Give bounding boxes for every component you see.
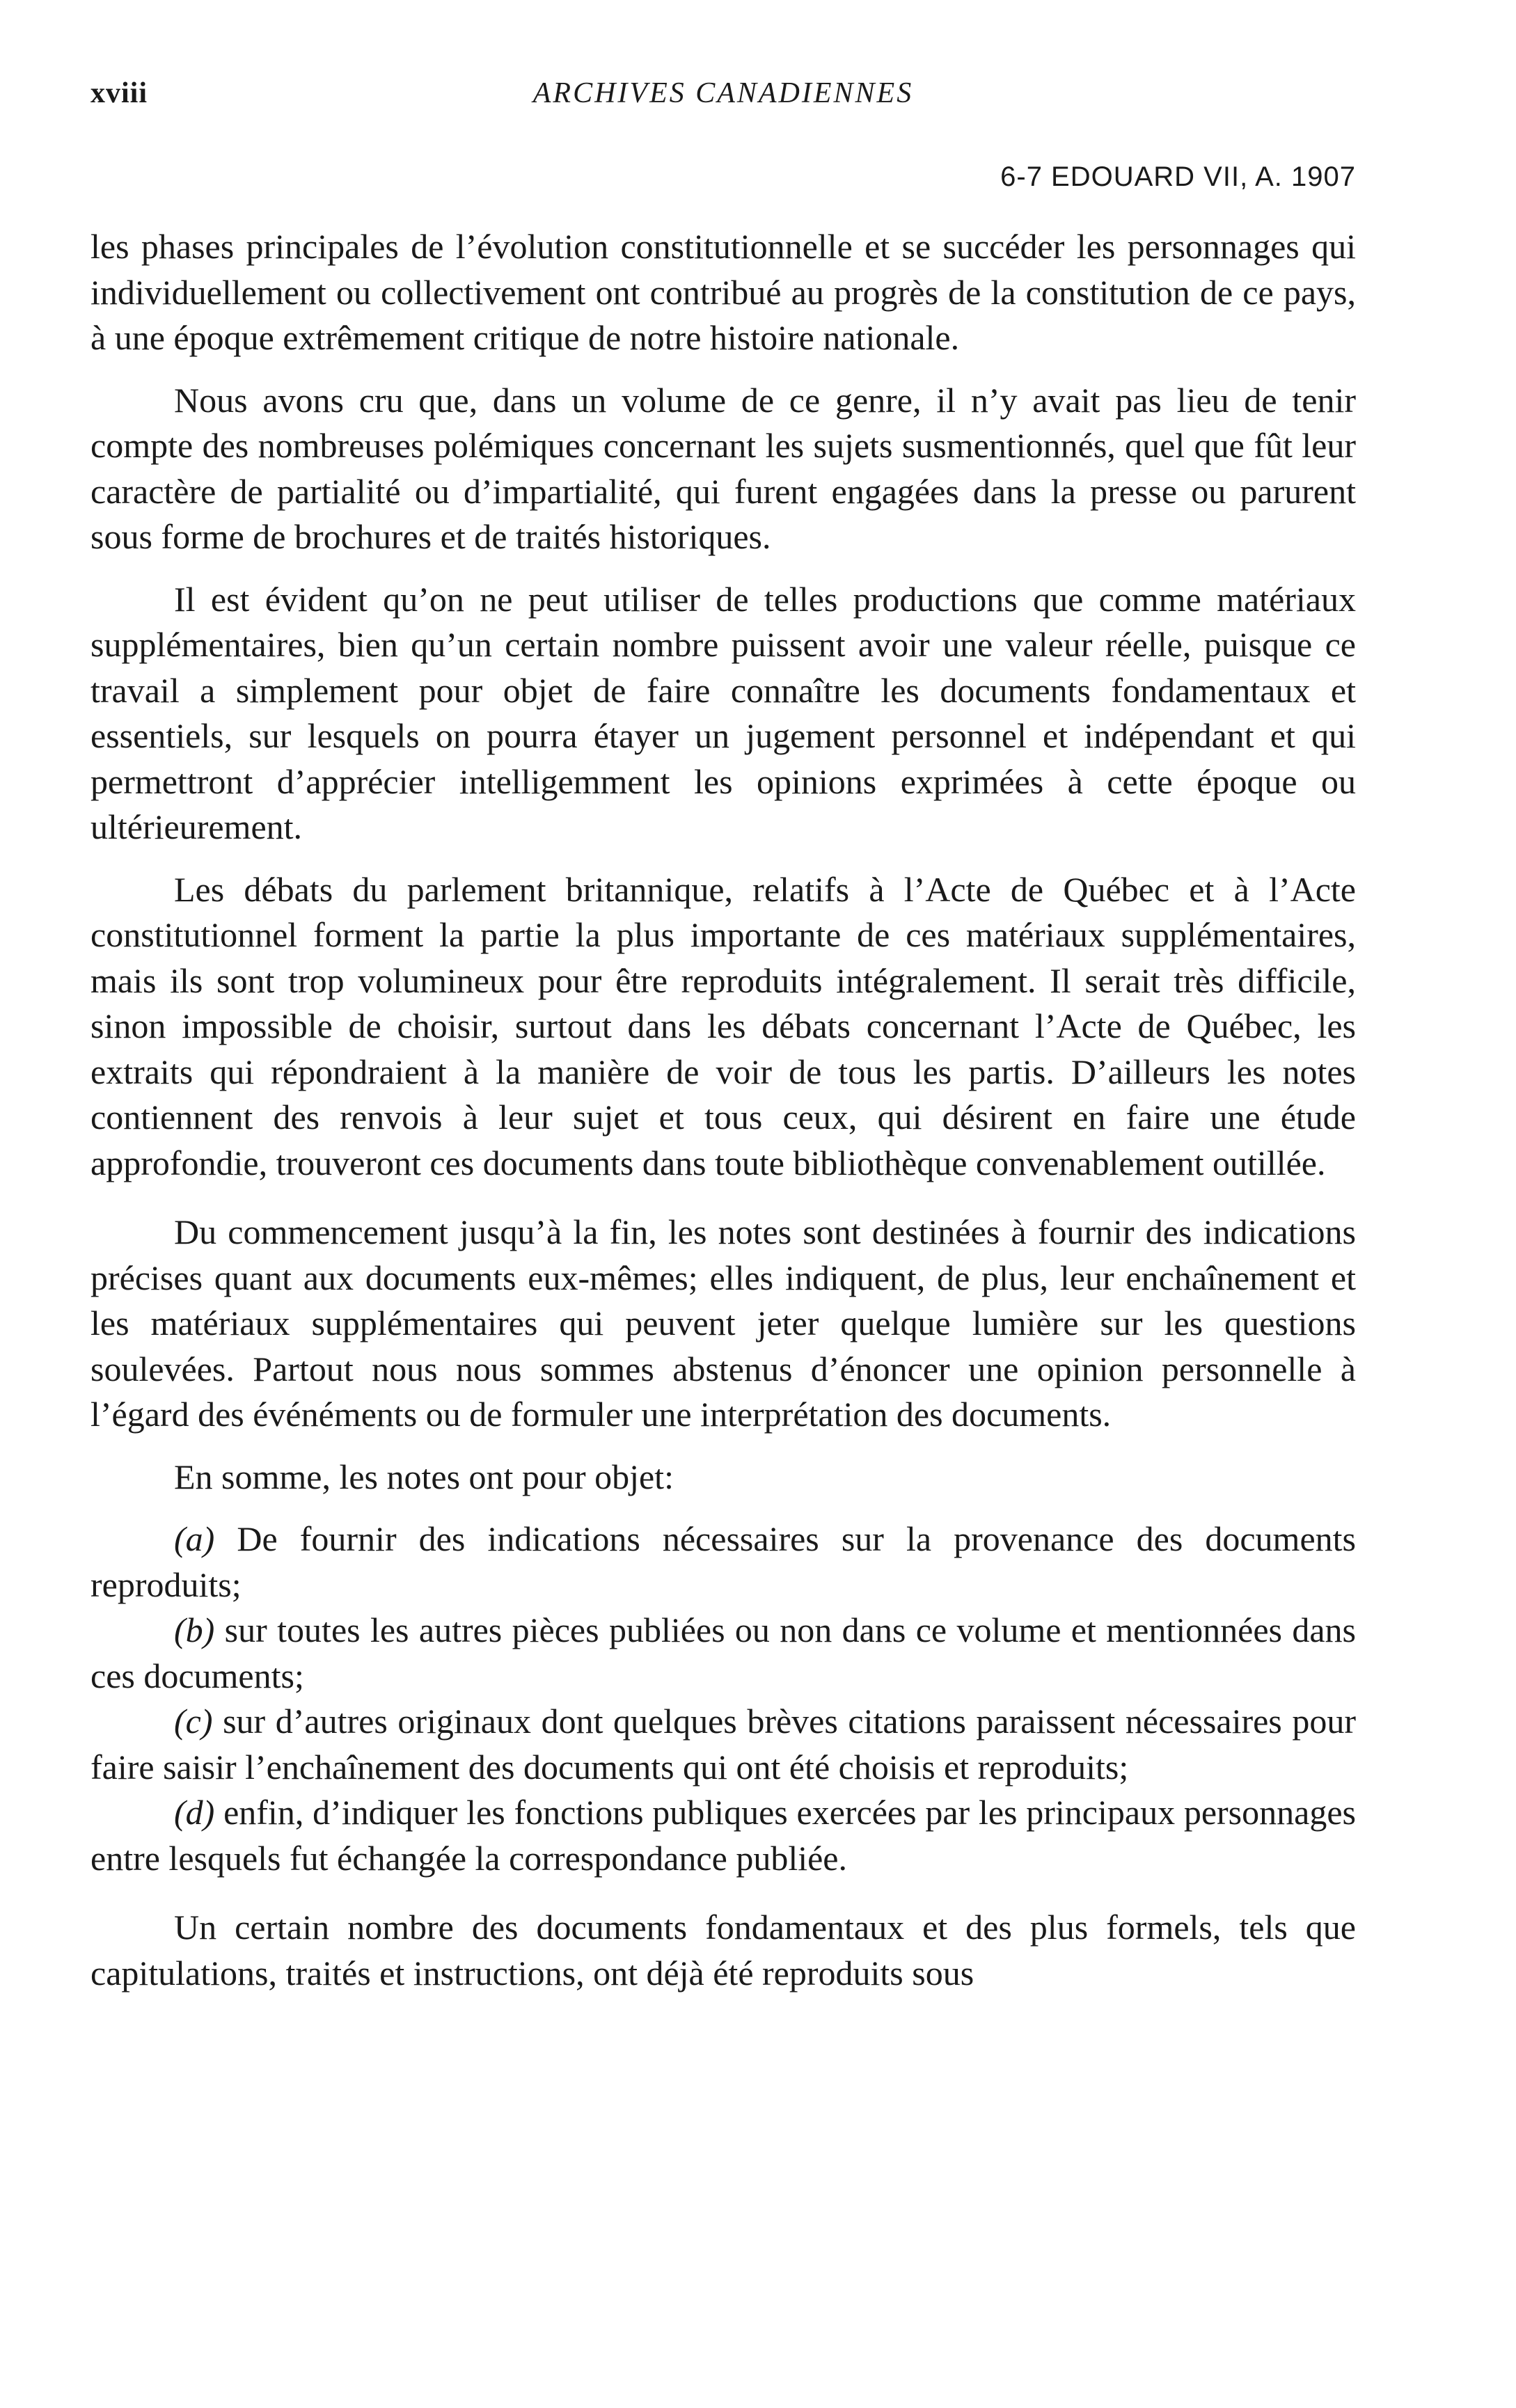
list-marker: (d) — [174, 1793, 215, 1832]
paragraph-3: Il est évident qu’on ne peut utiliser de telles productions que comme matériaux supplémentaires, bien qu’un certain nombre puissent avoir une valeur réelle, puisque ce travail a simplement pour objet de faire connaître les documents fondamentaux et essentiels, sur lesquels on pourra étayer un jugement personnel et indépendant et qui permettront d’apprécier intelligemment les opinions exprimées à cette époque ou ultérieurement. — [90, 579, 1356, 846]
list-item-b — [90, 1608, 1356, 1699]
running-head — [90, 77, 1356, 118]
session-line: 6-7 EDOUARD VII, A. 1907 — [1000, 161, 1356, 192]
paragraph-4: Les débats du parlement britannique, relatifs à l’Acte de Québec et à l’Acte constitutionnel forment la partie la plus importante de ces matériaux supplémentaires, mais ils sont trop volumineux pour être reproduits intégralement. Il serait très difficile, sinon impossible de choisir, surtout dans les débats concernant l’Acte de Québec, les extraits qui répondraient à la manière de voir de tous les partis. D’ailleurs les notes contiennent des renvois à leur sujet et tous ceux, qui désirent en faire une étude approfondie, trouveront ces documents dans toute bibliothèque convenablement outillée. — [90, 869, 1356, 1182]
list-item-text: sur d’autres originaux dont quelques brèves citations paraissent nécessaires pour faire saisir l’enchaînement des documents qui ont été choisis et reproduits; — [90, 1702, 1356, 1787]
paragraph-5: Du commencement jusqu’à la fin, les notes sont destinées à fournir des indications précises quant aux documents eux-mêmes; elles indiquent, de plus, leur enchaînement et les matériaux supplémentaires qui peuvent jeter quelque lumière sur les questions soulevées. Partout nous nous sommes abstenus d’énoncer une opinion personnelle à l’égard des événéments ou de formuler une interprétation des documents. — [90, 1212, 1356, 1434]
list-marker: (c) — [174, 1702, 213, 1741]
paragraph-6: En somme, les notes ont pour objet: — [174, 1457, 674, 1496]
running-title: ARCHIVES CANADIENNES — [532, 77, 914, 109]
list-item-text: sur toutes les autres pièces publiées ou non dans ce volume et mentionnées dans ces documents; — [90, 1610, 1356, 1695]
paragraph-1: les phases principales de l’évolution constitutionnelle et se succéder les personnages qui individuellement ou collectivement ont contribué au progrès de la constitution de ce pays, à une époque extrêmement critique de notre histoire nationale. — [90, 227, 1356, 357]
list-item-text: De fournir des indications nécessaires sur la provenance des documents reproduits; — [90, 1519, 1356, 1604]
list-item-d — [90, 1790, 1356, 1881]
list-item-text: enfin, d’indiquer les fonctions publiques exercées par les principaux personnages entre lesquels fut échangée la correspondance publiée. — [90, 1793, 1356, 1878]
book-page — [90, 77, 1356, 1996]
paragraph-2: Nous avons cru que, dans un volume de ce genre, il n’y avait pas lieu de tenir compte des nombreuses polémiques concernant les sujets susmentionnés, quel que fût leur caractère de partialité ou d’impartialité, qui furent engagées dans la presse ou parurent sous forme de brochures et de traités historiques. — [90, 380, 1356, 556]
body-text — [90, 224, 1356, 1996]
list-marker: (a) — [174, 1519, 215, 1558]
page-number: xviii — [90, 77, 148, 109]
list-item-a — [90, 1516, 1356, 1608]
list-item-c — [90, 1699, 1356, 1790]
list-marker: (b) — [174, 1610, 215, 1649]
paragraph-7: Un certain nombre des documents fondamentaux et des plus formels, tels que capitulations, traités et instructions, ont déjà été reproduits sous — [90, 1908, 1356, 1993]
